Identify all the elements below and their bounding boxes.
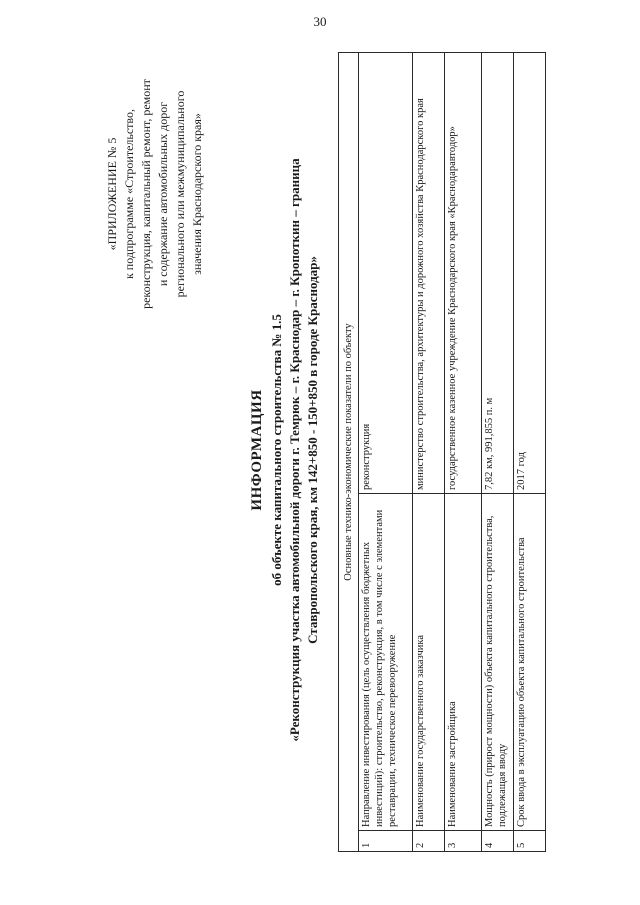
table-header-row bbox=[339, 53, 359, 852]
page-number: 30 bbox=[313, 14, 327, 29]
row-number: 2 bbox=[413, 831, 445, 852]
table-header: Основные технико-экономические показатели по объекту bbox=[339, 53, 359, 852]
title-line: Ставропольского края, км 142+850 - 150+850 в городе Краснодар» bbox=[305, 256, 320, 644]
appendix-line: и содержание автомобильных дорог bbox=[156, 101, 170, 287]
appendix-note bbox=[104, 44, 206, 344]
row-number: 1 bbox=[359, 831, 413, 852]
row-number: 5 bbox=[513, 831, 545, 852]
row-value: министерство строительства, архитектуры и дорожного хозяйства Краснодарского края bbox=[413, 53, 445, 494]
row-value: реконструкция bbox=[359, 53, 413, 494]
row-name: Срок ввода в эксплуатацию объекта капитального строительства bbox=[513, 494, 545, 831]
appendix-line: к подпрограмме «Строительство, bbox=[122, 108, 136, 280]
appendix-line: значения Краснодарского края» bbox=[190, 113, 204, 275]
table-row bbox=[359, 53, 413, 852]
appendix-line: «ПРИЛОЖЕНИЕ № 5 bbox=[105, 137, 119, 251]
title-line: «Реконструкция участка автомобильной дороги г. Темрюк – г. Краснодар – г. Кропоткин – граница bbox=[287, 158, 302, 742]
document-title bbox=[246, 120, 322, 780]
table-row bbox=[413, 53, 445, 852]
table-row bbox=[481, 53, 513, 852]
row-name: Наименование застройщика bbox=[445, 494, 481, 831]
table-row bbox=[445, 53, 481, 852]
row-value: 7,82 км, 991,855 п. м bbox=[481, 53, 513, 494]
title-subheading: об объекте капитального строительства № 1.5 bbox=[269, 314, 284, 586]
row-name: Направление инвестирования (цель осуществления бюджетных инвестиций): строительство, реконструкция, в том числе с элементами реставрации, техническое перевооружение bbox=[359, 494, 413, 831]
row-name: Мощность (прирост мощности) объекта капитального строительства, подлежащая вводу bbox=[481, 494, 513, 831]
indicators-table bbox=[338, 52, 546, 852]
table-row bbox=[513, 53, 545, 852]
appendix-line: реконструкция, капитальный ремонт, ремонт bbox=[139, 79, 153, 309]
row-number: 3 bbox=[445, 831, 481, 852]
row-name: Наименование государственного заказчика bbox=[413, 494, 445, 831]
appendix-line: регионального или межмуниципального bbox=[173, 90, 187, 298]
row-value: 2017 год bbox=[513, 53, 545, 494]
row-number: 4 bbox=[481, 831, 513, 852]
row-value: государственное казенное учреждение Краснодарского края «Краснодаравтодор» bbox=[445, 53, 481, 494]
title-heading: ИНФОРМАЦИЯ bbox=[249, 389, 265, 511]
